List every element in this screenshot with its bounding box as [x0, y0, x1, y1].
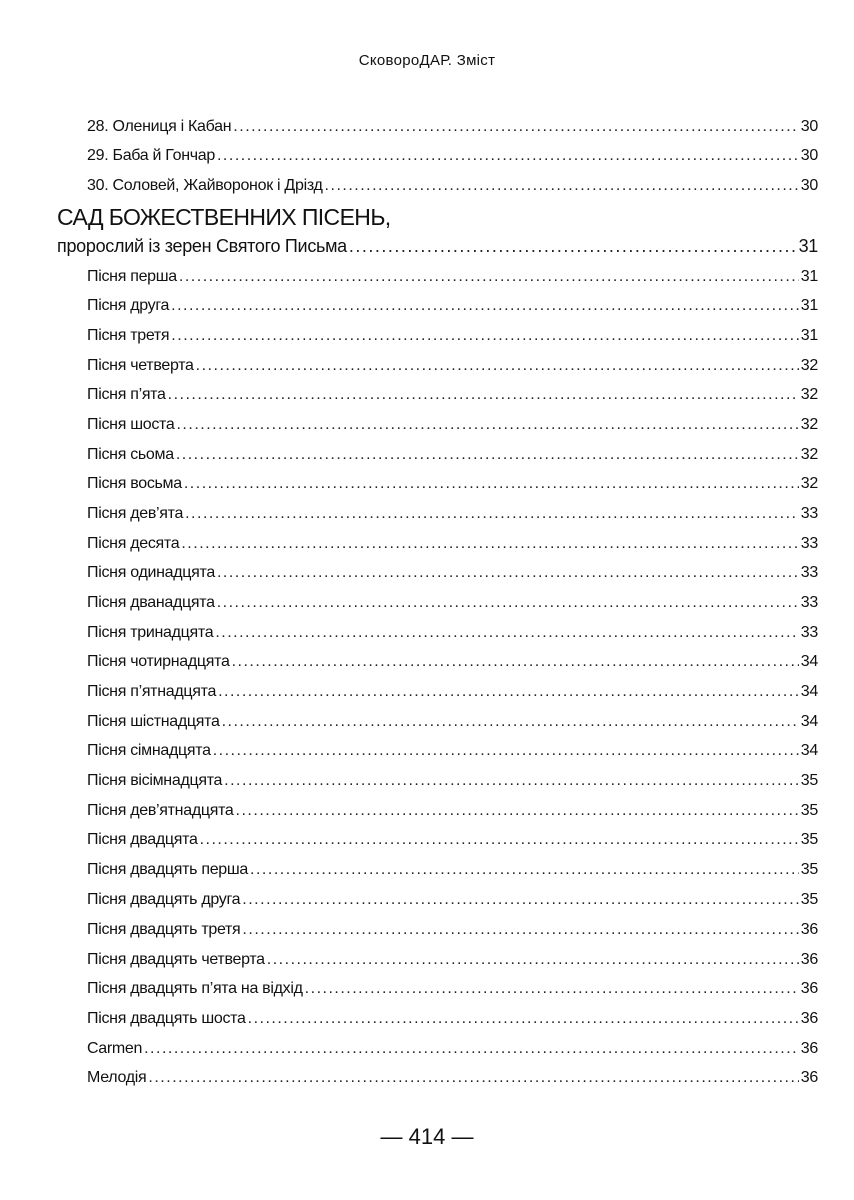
toc-entry-title: 28. Олениця і Кабан [87, 118, 232, 135]
dot-leader [181, 535, 798, 553]
toc-entry-page: 31 [800, 268, 818, 285]
toc-entry-song[interactable] [87, 1069, 818, 1087]
toc-entry-song[interactable] [87, 535, 818, 553]
toc-entry-title: Пісня шоста [87, 416, 175, 433]
toc-entry-page: 30 [800, 118, 818, 135]
toc-entry-song[interactable] [87, 594, 818, 612]
dot-leader [217, 147, 799, 165]
toc-entry-song[interactable] [87, 891, 818, 909]
toc-entry-title: Пісня друга [87, 297, 170, 314]
toc-entry-title: Пісня п’ята [87, 386, 166, 403]
dot-leader [250, 861, 799, 879]
toc-entry-page: 36 [800, 1010, 818, 1027]
toc-entry-page: 32 [800, 357, 818, 374]
toc-entry-title: 29. Баба й Гончар [87, 147, 215, 164]
toc-entry-page: 32 [800, 446, 818, 463]
toc-entry-title: Пісня четверта [87, 357, 194, 374]
toc-entry-song[interactable] [87, 861, 818, 879]
page-number: — 414 — [380, 1124, 474, 1149]
dot-leader [305, 980, 799, 998]
toc-entry-title: Пісня дев’ята [87, 505, 184, 522]
toc-entry-title: Пісня вісімнадцята [87, 772, 223, 789]
toc-entry-song[interactable] [87, 980, 818, 998]
toc-entry-title: Пісня двадцять четверта [87, 951, 265, 968]
toc-entry-title: 30. Соловей, Жайворонок і Дрізд [87, 177, 323, 194]
dot-leader [171, 327, 799, 345]
toc-entry-page: 30 [800, 147, 818, 164]
toc-entry-song[interactable] [87, 624, 818, 642]
toc-entry-song[interactable] [87, 951, 818, 969]
dot-leader [325, 177, 799, 195]
toc-entry-title: Пісня п’ятнадцята [87, 683, 217, 700]
toc-entry-title: Пісня двадцята [87, 831, 198, 848]
dot-leader [233, 118, 799, 136]
toc-entry-page: 33 [800, 535, 818, 552]
toc-entry-song[interactable] [87, 564, 818, 582]
toc-entry[interactable] [87, 147, 818, 165]
dot-leader [168, 386, 799, 404]
toc-entry-song[interactable] [87, 1040, 818, 1058]
toc-entry-song[interactable] [87, 386, 818, 404]
toc-entry-page: 32 [800, 475, 818, 492]
toc-entry-title: Пісня десята [87, 535, 180, 552]
toc-entry-title: Пісня восьма [87, 475, 182, 492]
dot-leader [171, 297, 799, 315]
toc-entry-page: 34 [800, 653, 818, 670]
toc-entry-page: 31 [800, 297, 818, 314]
toc-entry-title: Пісня дванадцята [87, 594, 215, 611]
toc-entry[interactable] [87, 177, 818, 195]
toc-entry-song[interactable] [87, 1010, 818, 1028]
toc-entry-title: Пісня сьома [87, 446, 174, 463]
section-page: 31 [798, 236, 818, 256]
dot-leader [218, 683, 799, 701]
toc-entry-page: 32 [800, 386, 818, 403]
toc-entry-song[interactable] [87, 713, 818, 731]
toc-entry-page: 35 [800, 861, 818, 878]
toc-entry-page: 36 [800, 980, 818, 997]
dot-leader [267, 951, 799, 969]
dot-leader [217, 594, 799, 612]
toc-entry-song[interactable] [87, 742, 818, 760]
toc-entry-song[interactable] [87, 772, 818, 790]
toc-entry-title: Мелодія [87, 1069, 147, 1086]
toc-entry-page: 36 [800, 951, 818, 968]
toc-entry-page: 35 [800, 831, 818, 848]
toc-entry-title: Пісня третя [87, 327, 170, 344]
toc-entry-song[interactable] [87, 653, 818, 671]
toc-entry-song[interactable] [87, 268, 818, 286]
dot-leader [232, 653, 799, 671]
toc-entry-page: 35 [800, 772, 818, 789]
toc-entry-title: Пісня одинадцята [87, 564, 215, 581]
dot-leader [242, 921, 798, 939]
toc-entry-page: 30 [800, 177, 818, 194]
dot-leader [179, 268, 799, 286]
section-heading-entry[interactable] [57, 236, 818, 257]
dot-leader [215, 624, 798, 642]
toc-entry-page: 31 [800, 327, 818, 344]
toc-entry-title: Пісня дев’ятнадцята [87, 802, 234, 819]
toc-entry-song[interactable] [87, 297, 818, 315]
dot-leader [217, 564, 799, 582]
toc-entry-title: Пісня шістнадцята [87, 713, 220, 730]
toc-entry-song[interactable] [87, 446, 818, 464]
running-head: СковороДАР. Зміст [358, 52, 496, 69]
toc-entry-title: Пісня перша [87, 268, 177, 285]
toc-entry-title: Пісня двадцять п’ята на відхід [87, 980, 303, 997]
dot-leader [224, 772, 799, 790]
toc-entry-title: Пісня сімнадцята [87, 742, 211, 759]
toc-entry-page: 36 [800, 1040, 818, 1057]
dot-leader [200, 831, 799, 849]
dot-leader [144, 1040, 799, 1058]
toc-entry-page: 33 [800, 564, 818, 581]
dot-leader [176, 416, 798, 434]
section-heading: САД БОЖЕСТВЕННИХ ПІСЕНЬ, [57, 204, 391, 230]
section-subtitle: пророслий із зерен Святого Письма [57, 236, 347, 256]
toc-entry-song[interactable] [87, 683, 818, 701]
toc-entry-song[interactable] [87, 357, 818, 375]
dot-leader [213, 742, 799, 760]
toc-entry-page: 34 [800, 683, 818, 700]
toc-entry-page: 36 [800, 921, 818, 938]
toc-entry-title: Пісня двадцять друга [87, 891, 241, 908]
toc-entry-page: 35 [800, 891, 818, 908]
dot-leader [349, 236, 797, 257]
dot-leader [196, 357, 799, 375]
toc-entry[interactable] [87, 118, 818, 136]
dot-leader [222, 713, 799, 731]
toc-entry-title: Carmen [87, 1040, 143, 1057]
toc-entry-title: Пісня чотирнадцята [87, 653, 230, 670]
dot-leader [242, 891, 799, 909]
toc-entry-song[interactable] [87, 505, 818, 523]
toc-entry-page: 35 [800, 802, 818, 819]
toc-entry-song[interactable] [87, 802, 818, 820]
dot-leader [236, 802, 799, 820]
toc-entry-page: 33 [800, 624, 818, 641]
toc-entry-page: 36 [800, 1069, 818, 1086]
toc-entry-page: 32 [800, 416, 818, 433]
dot-leader [248, 1010, 799, 1028]
toc-entry-page: 34 [800, 713, 818, 730]
toc-entry-page: 34 [800, 742, 818, 759]
toc-entry-page: 33 [800, 505, 818, 522]
toc-entry-song[interactable] [87, 327, 818, 345]
toc-entry-song[interactable] [87, 475, 818, 493]
toc-entry-song[interactable] [87, 921, 818, 939]
toc-entry-song[interactable] [87, 831, 818, 849]
toc-entry-title: Пісня двадцять третя [87, 921, 241, 938]
dot-leader [184, 475, 799, 493]
toc-entry-title: Пісня двадцять шоста [87, 1010, 246, 1027]
toc-entry-title: Пісня тринадцята [87, 624, 214, 641]
toc-entry-song[interactable] [87, 416, 818, 434]
dot-leader [176, 446, 799, 464]
dot-leader [148, 1069, 798, 1087]
toc-entry-page: 33 [800, 594, 818, 611]
dot-leader [185, 505, 799, 523]
toc-entry-title: Пісня двадцять перша [87, 861, 249, 878]
